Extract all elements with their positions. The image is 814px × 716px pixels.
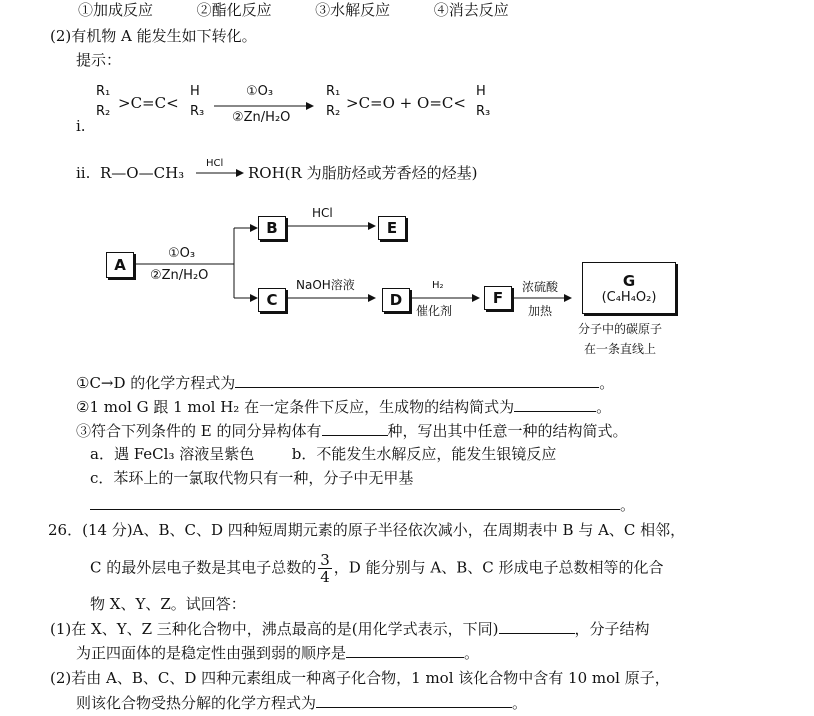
q26-line1: 26．(14 分)A、B、C、D 四种短周期元素的原子半径依次减小，在周期表中 B 与 A、C 相邻，	[48, 521, 686, 539]
hint-i-r1-right: R₁	[326, 84, 341, 99]
f-to-g-reagent: 浓硫酸	[522, 280, 559, 294]
compound-g-formula: (C₄H₄O₂)	[601, 289, 657, 305]
hint-label: 提示：	[76, 51, 122, 69]
hint-ii-roman: ii.	[76, 164, 91, 182]
c-to-d-reagent: NaOH溶液	[296, 278, 355, 292]
condition-a-b	[90, 444, 556, 464]
isomer-structure-line: 。	[90, 494, 635, 515]
q26-part1: (1)在 X、Y、Z 三种化合物中，沸点最高的是(用化学式表示，下同) ，分子结构	[50, 620, 650, 638]
option-4: ④消去反应	[433, 1, 509, 19]
compound-f: F	[484, 286, 512, 310]
hint-i-r1: R₁	[96, 84, 111, 99]
options-line	[78, 0, 509, 20]
hint-i-r2-right: R₂	[326, 104, 341, 119]
question-c-to-d: ①C→D 的化学方程式为 。	[76, 374, 615, 392]
g-note-2: 在一条直线上	[584, 342, 657, 356]
hint-i-right-core: >C=O + O=C<	[346, 94, 466, 112]
answer-blank-highest-boiling[interactable]	[499, 618, 575, 634]
q26-part1-cont: 为正四面体的是稳定性由强到弱的顺序是 。	[76, 644, 480, 662]
compound-d: D	[382, 288, 410, 312]
answer-blank-c-to-d[interactable]	[235, 372, 599, 388]
compound-e: E	[378, 216, 406, 240]
b-to-e-reagent: HCl	[312, 206, 333, 220]
q26-line3: 物 X、Y、Z。试回答：	[90, 595, 246, 613]
q26-part2: (2)若由 A、B、C、D 四种元素组成一种离子化合物，1 mol 该化合物中含有 10 mol 原子，	[50, 669, 670, 687]
question-g-h2: ②1 mol G 跟 1 mol H₂ 在一定条件下反应，生成物的结构简式为 。	[76, 398, 612, 416]
hint-i-roman: i.	[76, 117, 86, 135]
answer-blank-isomer-structure[interactable]	[90, 494, 620, 510]
fraction-three-quarters: $\frac{3}{4}$	[320, 551, 330, 586]
d-to-f-catalyst: 催化剂	[416, 304, 453, 318]
hint-ii-arrow	[196, 168, 244, 178]
hint-i-r2: R₂	[96, 104, 111, 119]
hint-i-r3-left: R₃	[190, 104, 205, 119]
option-1: ①加成反应	[78, 1, 154, 19]
a-reagent2: ②Zn/H₂O	[150, 268, 209, 283]
hint-ii-catalyst: HCl	[206, 158, 224, 169]
compound-c: C	[258, 288, 286, 312]
hint-i-reagent1: ①O₃	[246, 84, 274, 99]
option-2: ②酯化反应	[196, 1, 272, 19]
hint-i-h-left: H	[190, 84, 200, 99]
hint-ii-reactant: R—O—CH₃	[100, 164, 185, 182]
option-3: ③水解反应	[315, 1, 391, 19]
g-note-1: 分子中的碳原子	[578, 322, 663, 336]
hint-i-r3-right: R₃	[476, 104, 491, 119]
answer-blank-isomer-count[interactable]	[322, 420, 388, 436]
hint-i-left-core: >C=C<	[118, 94, 179, 112]
compound-a: A	[106, 252, 134, 278]
condition-c: c．苯环上的一氯取代物只有一种，分子中无甲基	[90, 469, 414, 487]
part2-title: (2)有机物 A 能发生如下转化。	[50, 27, 257, 45]
question-e-isomers: ③符合下列条件的 E 的同分异构体有 种，写出其中任意一种的结构简式。	[76, 422, 628, 440]
q26-line2: C 的最外层电子数是其电子总数的 $\frac{3}{4}$ ，D 能分别与 A、B、C 形成电子总数相等的化合	[90, 551, 664, 586]
f-to-g-condition: 加热	[528, 304, 553, 318]
compound-g-label: G	[622, 271, 636, 290]
answer-blank-decomposition[interactable]	[316, 692, 512, 708]
hint-i-h-right: H	[476, 84, 486, 99]
answer-blank-g-h2[interactable]	[514, 396, 596, 412]
answer-blank-stability-order[interactable]	[346, 642, 464, 658]
compound-g	[582, 262, 676, 314]
d-to-f-reagent: H₂	[432, 280, 444, 291]
compound-b: B	[258, 216, 286, 240]
hint-ii-product: ROH(R 为脂肪烃或芳香烃的烃基)	[248, 164, 478, 182]
condition-b: b．不能发生水解反应，能发生银镜反应	[291, 445, 557, 463]
q26-part2-cont: 则该化合物受热分解的化学方程式为 。	[76, 694, 528, 712]
a-reagent1: ①O₃	[168, 246, 196, 261]
condition-a: a．遇 FeCl₃ 溶液呈紫色	[90, 445, 255, 463]
hint-i-reagent2: ②Zn/H₂O	[232, 110, 291, 125]
